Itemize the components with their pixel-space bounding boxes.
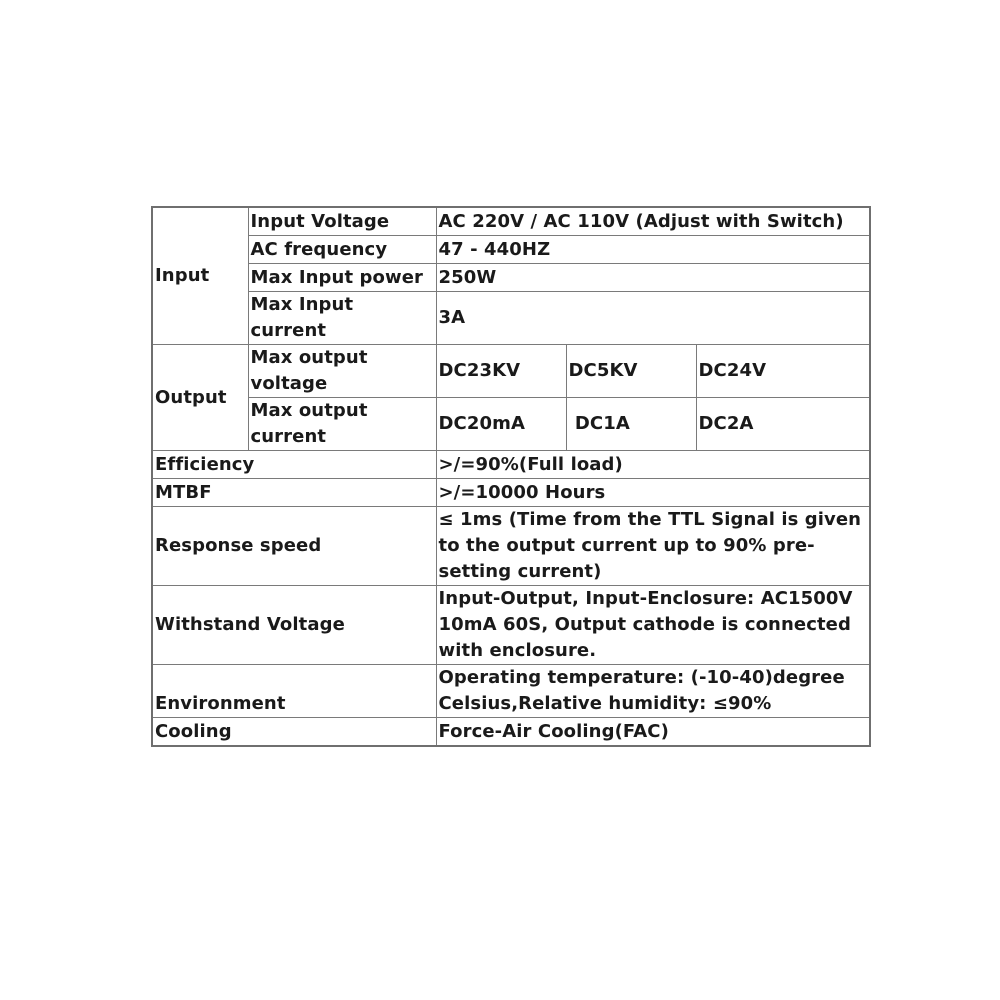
spec-value: DC24V [696,345,870,398]
table-row [152,236,870,264]
table-row [152,586,870,665]
table-row [152,507,870,586]
spec-label: Max output voltage [248,345,436,398]
spec-value: AC 220V / AC 110V (Adjust with Switch) [436,207,870,236]
spec-value: DC2A [696,398,870,451]
spec-value: Force-Air Cooling(FAC) [436,718,870,747]
spec-value: DC1A [566,398,696,451]
spec-label: Max output current [248,398,436,451]
spec-value: ≤ 1ms (Time from the TTL Signal is given to the output current up to 90% pre-setting current) [436,507,870,586]
group-label-input: Input [152,207,248,345]
spec-value: >/=90%(Full load) [436,451,870,479]
spec-label: Input Voltage [248,207,436,236]
spec-label: Withstand Voltage [152,586,436,665]
table-row [152,264,870,292]
table-row [152,345,870,398]
table-row [152,398,870,451]
spec-value: DC5KV [566,345,696,398]
spec-label: Max Input power [248,264,436,292]
specifications-table [151,206,871,747]
table-row [152,665,870,718]
spec-label: Response speed [152,507,436,586]
spec-label: Efficiency [152,451,436,479]
table-row [152,207,870,236]
spec-value: Input-Output, Input-Enclosure: AC1500V 10mA 60S, Output cathode is connected with enclosure. [436,586,870,665]
spec-value: 47 - 440HZ [436,236,870,264]
spec-label: Cooling [152,718,436,747]
spec-value: 250W [436,264,870,292]
table-row [152,718,870,747]
spec-value: Operating temperature: (-10-40)degree Celsius,Relative humidity: ≤90% [436,665,870,718]
group-label-output: Output [152,345,248,451]
spec-value: DC20mA [436,398,566,451]
spec-value: >/=10000 Hours [436,479,870,507]
spec-label: AC frequency [248,236,436,264]
table-row [152,292,870,345]
spec-value: 3A [436,292,870,345]
spec-label: Environment [152,665,436,718]
table-row [152,479,870,507]
spec-label: MTBF [152,479,436,507]
table-row [152,451,870,479]
spec-label: Max Input current [248,292,436,345]
spec-value: DC23KV [436,345,566,398]
